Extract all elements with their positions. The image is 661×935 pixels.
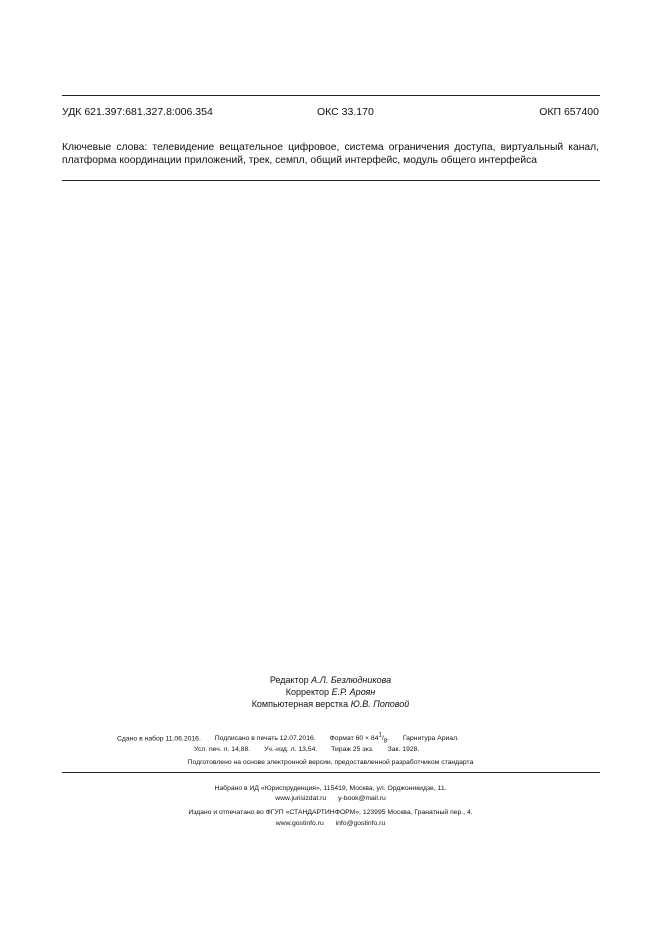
keywords-rule: [62, 180, 600, 181]
layout-label: Компьютерная верстка: [251, 699, 349, 709]
imprint-rule: [62, 772, 600, 773]
printed-email: info@gostinfo.ru: [335, 820, 386, 827]
printed-contacts: [0, 819, 661, 829]
typeset-line: Набрано в ИД «Юриспруденция», 115419, Москва, ул. Орджоникидзе, 11.: [214, 785, 447, 792]
typeset-contacts: [0, 794, 661, 804]
print-sheets: Усл. печ. л. 14,88.: [194, 746, 251, 753]
keywords: Ключевые слова: телевидение вещательное цифровое, система ограничения доступа, виртуальный канал, платформа координации приложений, трек, семпл, общий интерфейс, модуль общего интерфейса: [62, 142, 599, 166]
signed-date: Подписано в печать 12.07.2016.: [214, 735, 316, 743]
corrector-name: Е.Р. Ароян: [331, 687, 376, 697]
corrector-label: Корректор: [285, 687, 330, 697]
oks-code: ОКС 33.170: [317, 106, 374, 118]
format-numerator: 1: [378, 733, 382, 739]
top-rule: [62, 95, 600, 96]
editor-label: Редактор: [269, 675, 309, 685]
submitted-date: Сдано в набор 11.06.2016.: [117, 735, 201, 743]
layout-name: Ю.В. Поповой: [350, 699, 410, 709]
printed-line: Издано и отпечатано во ФГУП «СТАНДАРТИНФОРМ», 123995 Москва, Гранатный пер., 4.: [188, 809, 473, 816]
pub-sheets: Уч.-изд. л. 13,54.: [264, 746, 318, 753]
imprint-line-2: [194, 745, 419, 755]
typeface: Гарнитура Ариал.: [402, 735, 459, 743]
editor-line: [0, 674, 661, 686]
layout-line: [0, 698, 661, 710]
okp-code: ОКП 657400: [539, 106, 599, 118]
format-denominator: 8: [383, 738, 388, 745]
udk-code: УДК 621.397:681.327.8:006.354: [62, 106, 213, 118]
prepared-note: Подготовлено на основе электронной версии, предоставленной разработчиком стандарта: [187, 759, 474, 766]
printed-website: www.gostinfo.ru: [275, 820, 324, 827]
editor-name: А.Л. Безлюдникова: [311, 675, 392, 685]
copies: Тираж 25 экз.: [331, 746, 374, 753]
typeset-email: y-book@mail.ru: [338, 795, 386, 802]
typeset-website: www.jurisizdat.ru: [275, 795, 327, 802]
corrector-line: [0, 686, 661, 698]
order-number: Зак. 1928.: [387, 746, 420, 753]
paper-format: Формат $60 \times 84^1/_8$.: [329, 733, 389, 745]
